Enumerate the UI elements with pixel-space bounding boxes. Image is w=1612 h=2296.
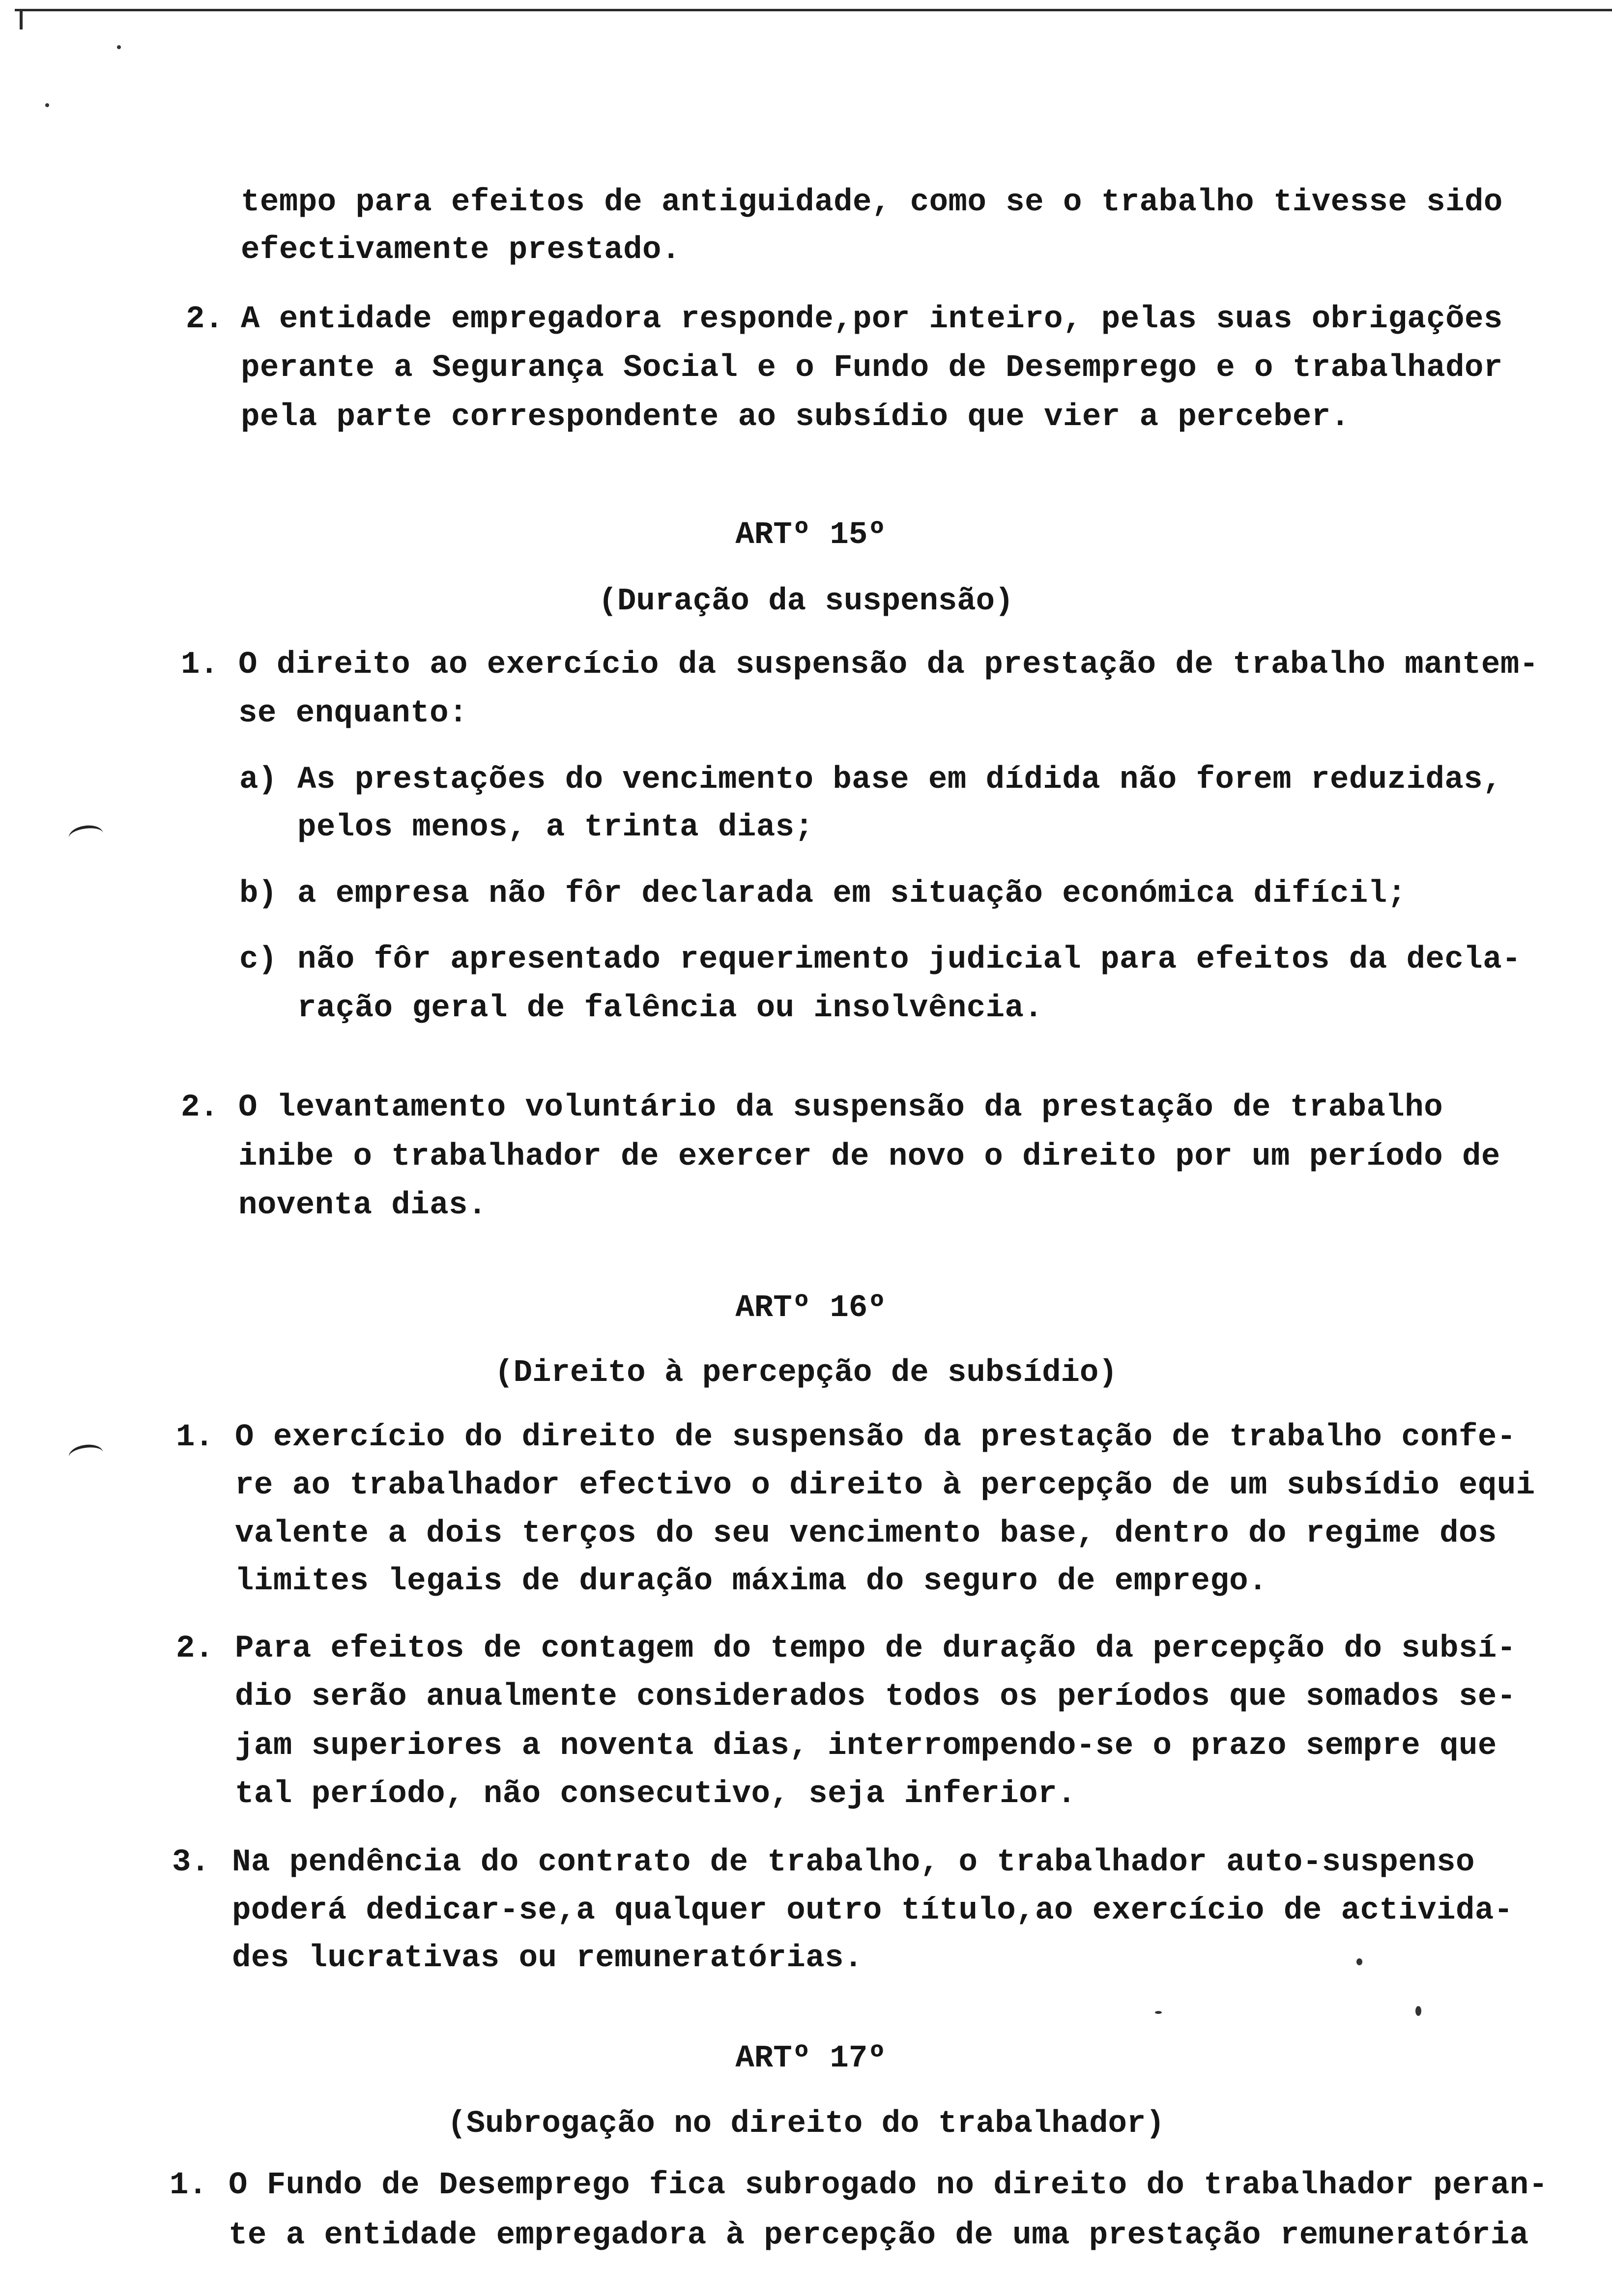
art16-subtitle: (Direito à percepção de subsídio) (494, 1355, 1118, 1391)
art15-subitem-c-line-1: não fôr apresentado requerimento judicial para efeitos da decla- (297, 942, 1521, 977)
art15-subitem-b-line-1: a empresa não fôr declarada em situação económica difícil; (297, 876, 1407, 912)
art17-item-1-number: 1. (170, 2168, 207, 2203)
art15-item-1-number: 1. (181, 647, 219, 683)
art16-item-3-line-1: Na pendência do contrato de trabalho, o trabalhador auto-suspenso (232, 1845, 1475, 1880)
art15-subtitle: (Duração da suspensão) (598, 584, 1014, 619)
intro-line-1: tempo para efeitos de antiguidade, como se o trabalho tivesse sido (241, 185, 1503, 220)
art16-item-1-number: 1. (176, 1420, 214, 1455)
art15-heading: ARTº 15º (735, 517, 887, 553)
art15-item-2-line-1: O levantamento voluntário da suspensão da prestação de trabalho (238, 1090, 1443, 1125)
art16-item-3-number: 3. (172, 1845, 210, 1880)
art16-heading: ARTº 16º (735, 1291, 887, 1326)
prev-item-2-number: 2. (186, 302, 224, 337)
margin-punch-mark (68, 823, 105, 847)
art17-item-1-line-2: te a entidade empregadora à percepção de uma prestação remuneratória (229, 2218, 1529, 2253)
art16-item-1-line-1: O exercício do direito de suspensão da prestação de trabalho confe- (235, 1420, 1516, 1455)
scan-speck (45, 103, 49, 107)
art16-item-2-line-4: tal período, não consecutivo, seja inferior. (235, 1777, 1076, 1812)
art16-item-1-line-3: valente a dois terços do seu vencimento base, dentro do regime dos (235, 1516, 1497, 1551)
art15-item-2-line-3: noventa dias. (238, 1188, 487, 1223)
scan-speck (117, 45, 121, 49)
art15-subitem-a-label: a) (239, 762, 277, 798)
art15-item-1-line-2: se enquanto: (238, 696, 468, 731)
top-corner-tick (20, 9, 23, 29)
scan-speck (1415, 2006, 1421, 2016)
art17-subtitle: (Subrogação no direito do trabalhador) (447, 2106, 1165, 2142)
art15-item-1-line-1: O direito ao exercício da suspensão da prestação de trabalho mantem- (238, 647, 1539, 683)
art16-item-3-line-2: poderá dedicar-se,a qualquer outro título,ao exercício de activida- (232, 1893, 1513, 1928)
prev-item-2-line-1: A entidade empregadora responde,por inteiro, pelas suas obrigações (241, 302, 1503, 337)
art15-subitem-c-label: c) (239, 942, 277, 977)
art15-item-2-line-2: inibe o trabalhador de exercer de novo o direito por um período de (238, 1139, 1500, 1175)
art16-item-1-line-2: re ao trabalhador efectivo o direito à percepção de um subsídio equi (235, 1468, 1535, 1503)
art16-item-2-line-1: Para efeitos de contagem do tempo de duração da percepção do subsí- (235, 1631, 1516, 1666)
art15-item-2-number: 2. (181, 1090, 219, 1125)
art15-subitem-a-line-2: pelos menos, a trinta dias; (297, 810, 814, 845)
margin-punch-mark (68, 1442, 105, 1466)
intro-line-2: efectivamente prestado. (241, 232, 681, 268)
prev-item-2-line-3: pela parte correspondente ao subsídio que vier a perceber. (241, 400, 1350, 435)
art15-subitem-a-line-1: As prestações do vencimento base em dídida não forem reduzidas, (297, 762, 1502, 798)
art16-item-1-line-4: limites legais de duração máxima do seguro de emprego. (235, 1564, 1267, 1599)
top-border-rule (15, 9, 1612, 11)
prev-item-2-line-2: perante a Segurança Social e o Fundo de Desemprego e o trabalhador (241, 350, 1503, 386)
art16-item-2-number: 2. (176, 1631, 214, 1666)
art16-item-2-line-3: jam superiores a noventa dias, interrompendo-se o prazo sempre que (235, 1728, 1497, 1764)
art15-subitem-b-label: b) (239, 876, 277, 912)
art15-subitem-c-line-2: ração geral de falência ou insolvência. (297, 991, 1043, 1026)
art16-item-2-line-2: dio serão anualmente considerados todos os períodos que somados se- (235, 1679, 1516, 1715)
art17-heading: ARTº 17º (735, 2041, 887, 2076)
art16-item-3-line-3: des lucrativas ou remuneratórias. (232, 1941, 863, 1976)
art17-item-1-line-1: O Fundo de Desemprego fica subrogado no direito do trabalhador peran- (229, 2168, 1548, 2203)
scan-speck (1155, 2011, 1162, 2014)
scan-speck (1356, 1958, 1362, 1965)
